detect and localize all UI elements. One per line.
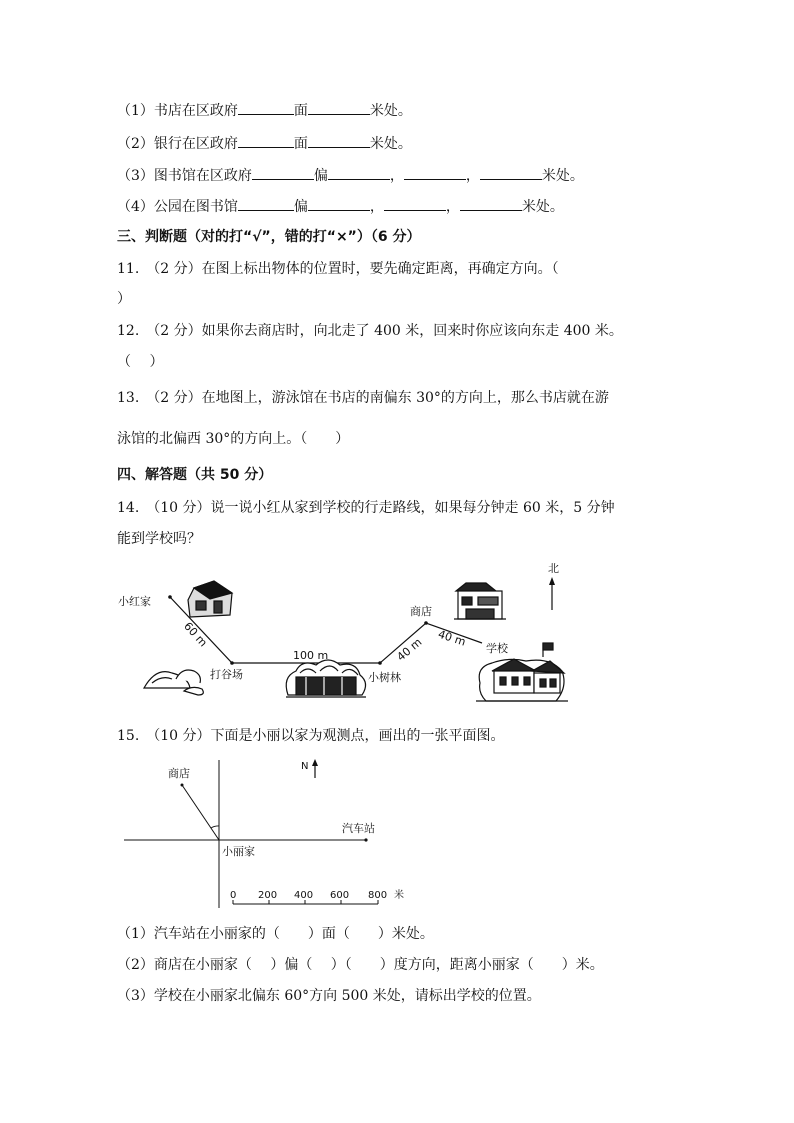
fill-item-3 <box>117 165 584 186</box>
item-text: （4）公园在图书馆 <box>117 199 238 215</box>
question-11-line-2: ） <box>117 291 131 307</box>
shop-label: 商店 <box>410 605 432 618</box>
answer-blank[interactable] <box>404 165 466 180</box>
question-12-line-2: （ ） <box>117 354 164 370</box>
scale-unit: 米 <box>394 890 404 901</box>
threshing-ground-icon <box>144 670 203 695</box>
home-label: 小丽家 <box>222 845 255 858</box>
item-text: 面 <box>293 103 308 119</box>
school-label: 学校 <box>486 642 508 655</box>
north-label: N <box>301 761 309 772</box>
item-text: 米处。 <box>369 136 412 152</box>
answer-blank[interactable] <box>238 196 294 211</box>
plan-map <box>118 756 418 916</box>
house-icon <box>188 581 232 617</box>
grove-label: 小树林 <box>368 671 401 684</box>
item-text: 面 <box>293 136 308 152</box>
item-text: 米处。 <box>541 168 584 184</box>
answer-blank[interactable] <box>384 196 446 211</box>
question-15-sub-2: （2）商店在小丽家（ ）偏（ ）（ ）度方向，距离小丽家（ ）米。 <box>117 957 604 973</box>
answer-blank[interactable] <box>238 100 294 115</box>
shop-label: 商店 <box>168 767 190 780</box>
scale-label-200: 200 <box>258 890 278 901</box>
question-13-line-1: 13. （2 分）在地图上，游泳馆在书店的南偏东 30°的方向上，那么书店就在游 <box>117 390 609 406</box>
shop-icon <box>454 583 506 619</box>
item-text: ， <box>389 168 404 184</box>
answer-blank[interactable] <box>252 165 314 180</box>
question-15-intro: 15. （10 分）下面是小丽以家为观测点，画出的一张平面图。 <box>117 728 505 744</box>
answer-blank[interactable] <box>238 133 294 148</box>
scale-label-400: 400 <box>294 890 314 901</box>
threshing-ground-label: 打谷场 <box>210 668 243 681</box>
question-12-line-1: 12. （2 分）如果你去商店时，向北走了 400 米，回来时你应该向东走 400 米。 <box>117 323 623 339</box>
item-text: （3）图书馆在区政府 <box>117 168 252 184</box>
item-text: 米处。 <box>369 103 412 119</box>
grove-icon <box>286 660 366 697</box>
fill-item-4 <box>117 196 564 217</box>
item-text: ， <box>369 199 384 215</box>
answer-blank[interactable] <box>308 196 370 211</box>
route-map <box>110 555 570 715</box>
scale-label-600: 600 <box>330 890 350 901</box>
fill-item-2 <box>117 133 412 154</box>
answer-blank[interactable] <box>308 133 370 148</box>
section-4-title: 四、解答题（共 50 分） <box>117 467 273 483</box>
item-text: ， <box>465 168 480 184</box>
home-label: 小红家 <box>118 595 151 608</box>
item-text: 偏 <box>313 168 328 184</box>
section-3-title: 三、判断题（对的打“√”，错的打“×”）（6 分） <box>117 229 421 245</box>
fill-item-1 <box>117 100 412 121</box>
shop-direction-line <box>182 785 219 840</box>
distance-shop-school: 40 m <box>436 627 468 649</box>
question-14-line-2: 能到学校吗？ <box>117 531 201 547</box>
question-15-sub-3: （3）学校在小丽家北偏东 60°方向 500 米处，请标出学校的位置。 <box>117 988 541 1004</box>
north-arrow <box>301 759 318 778</box>
distance-home-threshing: 60 m <box>181 619 210 650</box>
scale-label-0: 0 <box>230 890 237 901</box>
scale-bar <box>230 888 404 904</box>
question-14-line-1: 14. （10 分）说一说小红从家到学校的行走路线，如果每分钟走 60 米，5 分钟 <box>117 500 615 516</box>
north-arrow <box>548 562 559 610</box>
answer-blank[interactable] <box>460 196 522 211</box>
scale-label-800: 800 <box>368 890 388 901</box>
item-text: （1）书店在区政府 <box>117 103 238 119</box>
answer-blank[interactable] <box>308 100 370 115</box>
item-text: 米处。 <box>521 199 564 215</box>
bus-station-label: 汽车站 <box>342 822 375 835</box>
answer-blank[interactable] <box>480 165 542 180</box>
answer-blank[interactable] <box>328 165 390 180</box>
distance-grove-shop: 40 m <box>394 635 425 664</box>
item-text: （2）银行在区政府 <box>117 136 238 152</box>
question-11-line-1: 11. （2 分）在图上标出物体的位置时，要先确定距离，再确定方向。（ <box>117 261 559 277</box>
distance-threshing-grove: 100 m <box>293 649 329 662</box>
north-label: 北 <box>548 562 559 575</box>
question-13-line-2: 泳馆的北偏西 30°的方向上。（ ） <box>117 431 350 447</box>
item-text: 偏 <box>293 199 308 215</box>
question-15-sub-1: （1）汽车站在小丽家的（ ）面（ ）米处。 <box>117 926 434 942</box>
item-text: ， <box>445 199 460 215</box>
